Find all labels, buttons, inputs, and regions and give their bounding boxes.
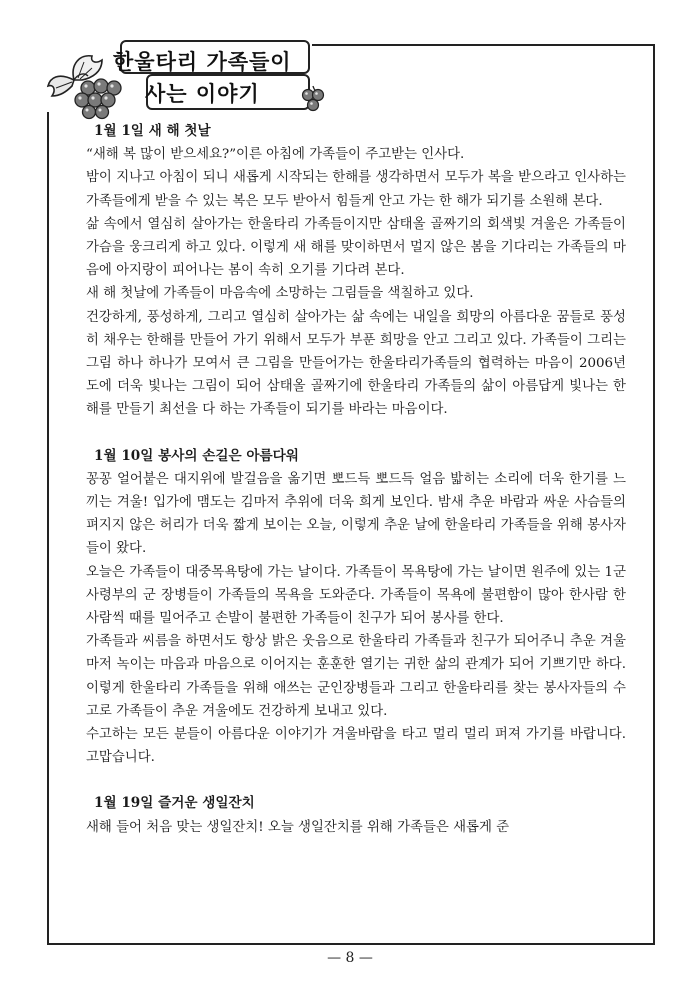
section-gap	[86, 422, 626, 445]
paragraph: 삶 속에서 열심히 살아가는 한울타리 가족들이지만 삼태올 골짜기의 회색빛 겨울은 가족들이 가슴을 웅크리게 하고 있다. 이렇게 새 해를 맞이하면서 멀지 않은 봄을 기다리는 가족들의 마음에 아지랑이 피어나는 봄이 속히 오기를 기다려 본다.	[86, 216, 626, 279]
paragraph: “새해 복 많이 받으세요?”이른 아침에 가족들이 주고받는 인사다.	[86, 147, 465, 163]
grape-leaf-icon	[44, 50, 128, 120]
section-gap	[86, 769, 626, 792]
section-heading: 1월 10일 봉사의 손길은 아름다워	[94, 447, 299, 464]
section-heading: 1월 1일 새 해 첫날	[94, 123, 211, 139]
article-body	[86, 120, 626, 839]
page-frame-left	[47, 112, 49, 944]
section-heading: 1월 19일 즐거운 생일잔치	[94, 795, 255, 812]
paragraph: 새 해 첫날에 가족들이 마음속에 소망하는 그림들을 색칠하고 있다.	[86, 286, 474, 302]
page-title-line1: 한울타리 가족들이	[113, 50, 292, 74]
paragraph: 꽁꽁 얼어붙은 대지위에 발걸음을 옮기면 뽀드득 뽀드득 얼음 밟히는 소리에 더욱 한기를 느끼는 겨울! 입가에 맴도는 김마저 추위에 더욱 희게 보인다. 밤새 추운 바람과 싸운 사슴들의 펴지지 않은 허리가 더욱 짧게 보이는 오늘, 이렇게 추운 날에 한울타리 가족들을 위해 봉사자들이 왔다.	[86, 471, 626, 557]
page-number: — 8 —	[327, 950, 373, 966]
paragraph: 밤이 지나고 아침이 되니 새롭게 시작되는 한해를 생각하면서 모두가 복을 받으라고 인사하는 가족들에게 받을 수 있는 복은 모두 받아서 힘들게 안고 가는 한 해가 되기를 소원해 본다.	[86, 170, 626, 209]
paragraph: 새해 들어 처음 맞는 생일잔치! 오늘 생일잔치를 위해 가족들은 새롭게 준	[86, 819, 510, 835]
page-frame-bottom	[47, 943, 655, 945]
paragraph: 건강하게, 풍성하게, 그리고 열심히 살아가는 삶 속에는 내일을 희망의 아름다운 꿈들로 풍성히 채우는 한해를 만들어 가기 위해서 모두가 부푼 희망을 안고 그리고 있다. 가족들이 그리는 그림 하나 하나가 모여서 큰 그림을 만들어가는 한울타리가족들의 협력하는 마음이 2006년도에 더욱 빛나는 그림이 되어 삼태올 골짜기에 한울타리 가족들의 삶이 아름답게 빛나는 한 해를 만들기 최선을 다 하는 가족들이 되기를 바라는 마음이다.	[86, 309, 626, 418]
page-title-line2: 사는 이야기	[145, 82, 260, 106]
paragraph: 오늘은 가족들이 대중목욕탕에 가는 날이다. 가족들이 목욕탕에 가는 날이면 원주에 있는 1군 사령부의 군 장병들이 가족들의 목욕을 도와준다. 가족들이 목욕에 불편함이 많아 한사람 한사람씩 때를 밀어주고 손발이 불편한 가족들이 친구가 되어 봉사를 한다.	[86, 564, 626, 627]
page-frame-top	[312, 44, 655, 46]
grape-cluster-icon	[296, 84, 330, 114]
page-frame-right	[653, 44, 655, 944]
paragraph: 가족들과 씨름을 하면서도 항상 밝은 웃음으로 한울타리 가족들과 친구가 되어주니 추운 겨울마저 녹이는 마음과 마음으로 이어지는 훈훈한 열기는 귀한 삶의 관계가 되어 기쁘기만 하다. 이렇게 한울타리 가족들을 위해 애쓰는 군인장병들과 그리고 한울타리를 찾는 봉사자들의 수고로 가족들이 추운 겨울에도 건강하게 보내고 있다.	[86, 634, 626, 719]
paragraph: 수고하는 모든 분들이 아름다운 이야기가 겨울바람을 타고 멀리 멀리 퍼져 가기를 바랍니다. 고맙습니다.	[86, 727, 626, 766]
